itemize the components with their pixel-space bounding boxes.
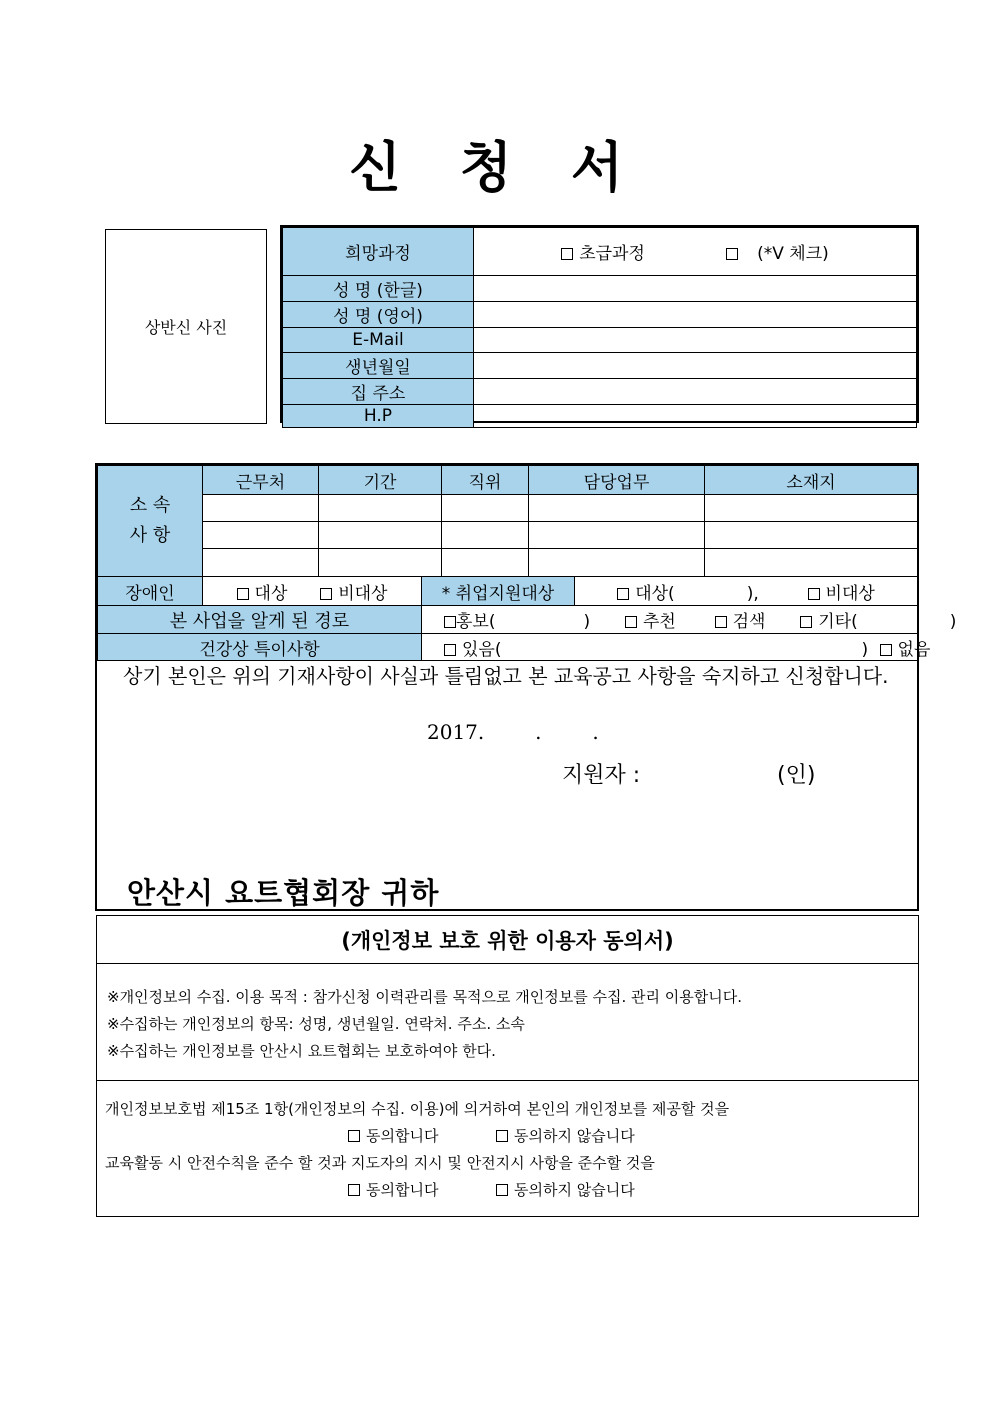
photo-label: 상반신 사진 — [144, 318, 228, 337]
duties-cell[interactable] — [529, 522, 705, 549]
route-pr-checkbox[interactable] — [444, 616, 456, 628]
route-other-close: ) — [949, 612, 957, 632]
application-date: 2017. . . — [427, 720, 599, 744]
disability-yes-label: 대상 — [254, 583, 288, 604]
support-yes-checkbox[interactable] — [617, 588, 629, 600]
birthdate-field[interactable] — [474, 353, 917, 379]
location-cell[interactable] — [705, 522, 918, 549]
route-pr-close: ) — [583, 612, 591, 632]
seal-mark: (인) — [777, 763, 816, 788]
health-yes-label: 있음( — [462, 639, 502, 660]
name-en-label: 성 명 (영어) — [283, 302, 474, 328]
consent-purpose-section — [97, 964, 918, 1081]
health-label: 건강상 특이사항 — [98, 634, 422, 661]
course-beginner-label: 초급과정 — [579, 244, 645, 264]
duties-cell[interactable] — [529, 495, 705, 522]
photo-box[interactable] — [105, 229, 267, 424]
email-label: E-Mail — [283, 328, 474, 353]
period-cell[interactable] — [319, 495, 442, 522]
name-kr-label: 성 명 (한글) — [283, 276, 474, 302]
route-options — [422, 606, 957, 634]
q1-agree-checkbox[interactable] — [348, 1130, 360, 1142]
period-cell[interactable] — [319, 549, 442, 577]
applicant-label: 지원자 : — [562, 763, 641, 788]
course-label: 희망과정 — [283, 228, 474, 276]
support-no-label: 비대상 — [825, 583, 875, 604]
disability-label: 장애인 — [98, 577, 203, 606]
q2-agree-checkbox[interactable] — [348, 1184, 360, 1196]
health-no-label: 없음 — [897, 639, 931, 660]
col-workplace: 근무처 — [203, 466, 319, 495]
affiliation-label — [98, 466, 203, 577]
name-kr-field[interactable] — [474, 276, 917, 302]
col-period: 기간 — [319, 466, 442, 495]
position-cell[interactable] — [442, 495, 529, 522]
route-recommend-label: 추천 — [642, 612, 676, 632]
position-cell[interactable] — [442, 549, 529, 577]
consent-question-1: 개인정보보호법 제15조 1항(개인정보의 수집. 이용)에 의거하여 본인의 개인정보를 제공할 것을 — [105, 1100, 730, 1118]
duties-cell[interactable] — [529, 549, 705, 577]
support-yes-label: 대상( — [635, 583, 675, 604]
health-yes-close: ) — [861, 639, 869, 660]
location-cell[interactable] — [705, 495, 918, 522]
disability-options — [203, 577, 422, 606]
route-search-checkbox[interactable] — [715, 616, 727, 628]
health-yes-checkbox[interactable] — [444, 644, 456, 656]
details-frame — [95, 463, 957, 911]
address-field[interactable] — [474, 379, 917, 405]
location-cell[interactable] — [705, 549, 918, 577]
employment-support-options — [575, 577, 918, 606]
course-note: (*V 체크) — [757, 244, 829, 264]
q1-disagree-label: 동의하지 않습니다 — [514, 1127, 635, 1145]
employment-support-label: * 취업지원대상 — [422, 577, 575, 606]
consent-purpose-line: ※개인정보의 수집. 이용 목적 : 참가신청 이력관리를 목적으로 개인정보를 수집. 관리 이용합니다. — [107, 988, 742, 1006]
name-en-field[interactable] — [474, 302, 917, 328]
position-cell[interactable] — [442, 522, 529, 549]
address-label: 집 주소 — [283, 379, 474, 405]
col-position: 직위 — [442, 466, 529, 495]
affiliation-label-line2: 사 항 — [129, 525, 171, 546]
disability-no-checkbox[interactable] — [320, 588, 332, 600]
consent-items-line: ※수집하는 개인정보의 항목: 성명, 생년월일. 연락처. 주소. 소속 — [107, 1015, 525, 1033]
consent-agreement-section — [97, 1081, 918, 1204]
health-no-checkbox[interactable] — [880, 644, 892, 656]
consent-answer-2 — [105, 1177, 918, 1204]
phone-field[interactable] — [474, 405, 917, 428]
q1-disagree-checkbox[interactable] — [496, 1130, 508, 1142]
disability-yes-checkbox[interactable] — [237, 588, 249, 600]
personal-info-table — [282, 227, 917, 428]
consent-protection-line: ※수집하는 개인정보를 안산시 요트협회는 보호하여야 한다. — [107, 1042, 496, 1060]
health-options — [422, 634, 931, 661]
phone-label: H.P — [283, 405, 474, 428]
route-search-label: 검색 — [732, 612, 766, 632]
declaration-text: 상기 본인은 위의 기재사항이 사실과 틀림없고 본 교육공고 사항을 숙지하고 신청합니다. — [123, 664, 889, 688]
period-cell[interactable] — [319, 522, 442, 549]
personal-info-frame — [280, 225, 919, 426]
consent-answer-1 — [105, 1123, 918, 1150]
affiliation-label-line1: 소 속 — [129, 495, 171, 516]
workplace-cell[interactable] — [203, 522, 319, 549]
col-location: 소재지 — [705, 466, 918, 495]
addressee: 안산시 요트협회장 귀하 — [127, 876, 440, 910]
form-title: 신 청 서 — [348, 136, 644, 199]
route-recommend-checkbox[interactable] — [625, 616, 637, 628]
course-beginner-checkbox[interactable] — [561, 248, 573, 260]
route-other-label: 기타( — [818, 612, 858, 632]
q1-agree-label: 동의합니다 — [366, 1127, 439, 1145]
consent-question-2: 교육활동 시 안전수칙을 준수 할 것과 지도자의 지시 및 안전지시 사항을 준수할 것을 — [105, 1154, 655, 1172]
course-options — [474, 228, 917, 276]
route-other-checkbox[interactable] — [800, 616, 812, 628]
course-other-checkbox[interactable] — [726, 248, 738, 260]
consent-frame — [96, 915, 919, 1217]
col-duties: 담당업무 — [529, 466, 705, 495]
support-yes-close: ), — [746, 583, 759, 604]
birthdate-label: 생년월일 — [283, 353, 474, 379]
route-pr-label: 홍보( — [456, 612, 496, 632]
route-label: 본 사업을 알게 된 경로 — [98, 606, 422, 634]
details-table — [97, 465, 957, 661]
disability-no-label: 비대상 — [338, 583, 388, 604]
consent-title: (개인정보 보호 위한 이용자 동의서) — [97, 916, 918, 964]
q2-agree-label: 동의합니다 — [366, 1181, 439, 1199]
email-field[interactable] — [474, 328, 917, 353]
workplace-cell[interactable] — [203, 495, 319, 522]
q2-disagree-label: 동의하지 않습니다 — [514, 1181, 635, 1199]
q2-disagree-checkbox[interactable] — [496, 1184, 508, 1196]
workplace-cell[interactable] — [203, 549, 319, 577]
support-no-checkbox[interactable] — [808, 588, 820, 600]
